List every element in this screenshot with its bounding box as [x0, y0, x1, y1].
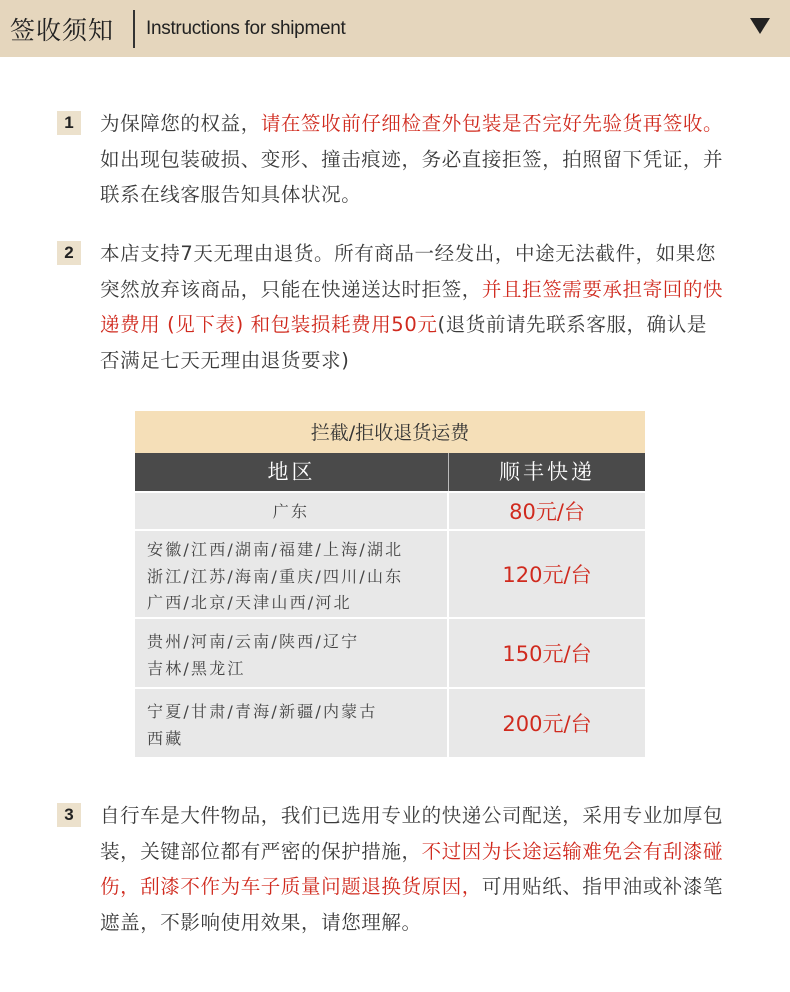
table-row — [135, 491, 645, 529]
region-line: 贵州/河南/云南/陕西/辽宁 — [147, 632, 360, 651]
fee-cell: 200元/台 — [502, 712, 592, 736]
page-subtitle: Instructions for shipment — [146, 18, 346, 39]
table-title: 拦截/拒收退货运费 — [135, 411, 645, 453]
notice-item-2 — [57, 236, 727, 378]
header-divider — [133, 10, 135, 48]
region-cell — [135, 689, 449, 757]
page-title: 签收须知 — [10, 16, 115, 45]
column-header-region: 地区 — [135, 453, 449, 491]
fee-cell: 120元/台 — [502, 563, 592, 587]
region-cell — [135, 619, 449, 687]
warning-segment: 请在签收前仔细检查外包装是否完好先验货再签收。 — [260, 112, 724, 135]
fee-cell: 80元/台 — [509, 500, 585, 524]
text-segment: 如出现包装破损、变形、撞击痕迹，务必直接拒签，拍照留下凭证，并联系在线客服告知具体状况。 — [100, 147, 724, 206]
header-bar[interactable] — [0, 0, 790, 57]
region-cell — [135, 493, 449, 529]
text-segment: 可用贴纸、指甲油或补漆笔遮盖，不影响使用效果，请您理解。 — [100, 875, 724, 934]
item-number: 3 — [57, 803, 81, 827]
fee-cell: 150元/台 — [502, 642, 592, 666]
notice-item-1 — [57, 106, 727, 213]
triangle-down-icon[interactable] — [750, 18, 770, 34]
notice-item-3 — [57, 798, 727, 940]
region-line: 广西/北京/天津山西/河北 — [147, 593, 352, 612]
item-number: 1 — [57, 111, 81, 135]
table-row — [135, 617, 645, 687]
region-line: 浙江/江苏/海南/重庆/四川/山东 — [147, 566, 404, 586]
table-row — [135, 687, 645, 757]
region-line: 吉林/黑龙江 — [147, 658, 246, 678]
warning-segment: 不过因为长途运输难免会有刮漆碰伤，刮漆不作为车子质量问题退换货原因， — [100, 839, 724, 898]
text-segment: 自行车是大件物品，我们已选用专业的快递公司配送，采用专业加厚包装，关键部位都有严密的保护措施， — [100, 804, 724, 863]
table-row — [135, 529, 645, 617]
region-cell — [135, 531, 449, 617]
return-fee-table — [135, 411, 645, 757]
item-text — [100, 798, 727, 940]
region-line: 宁夏/甘肃/青海/新疆/内蒙古 — [147, 702, 378, 721]
column-header-fee: 顺丰快递 — [499, 460, 595, 484]
region-line: 安徽/江西/湖南/福建/上海/湖北 — [147, 540, 404, 559]
region-line: 广东 — [272, 502, 310, 521]
item-text — [100, 106, 727, 213]
table-header — [135, 453, 645, 491]
warning-segment: 并且拒签需要承担寄回的快递费用 (见下表) 和包装损耗费用50元 — [100, 277, 724, 336]
region-line: 西藏 — [147, 728, 184, 748]
text-segment: (退货前请先联系客服，确认是否满足七天无理由退货要求) — [100, 313, 707, 372]
text-segment: 本店支持7天无理由退货。所有商品一经发出，中途无法截件，如果您突然放弃该商品，只能在快递送达时拒签， — [100, 242, 717, 301]
text-segment: 为保障您的权益， — [100, 112, 261, 135]
item-text — [100, 236, 727, 378]
item-number: 2 — [57, 241, 81, 265]
